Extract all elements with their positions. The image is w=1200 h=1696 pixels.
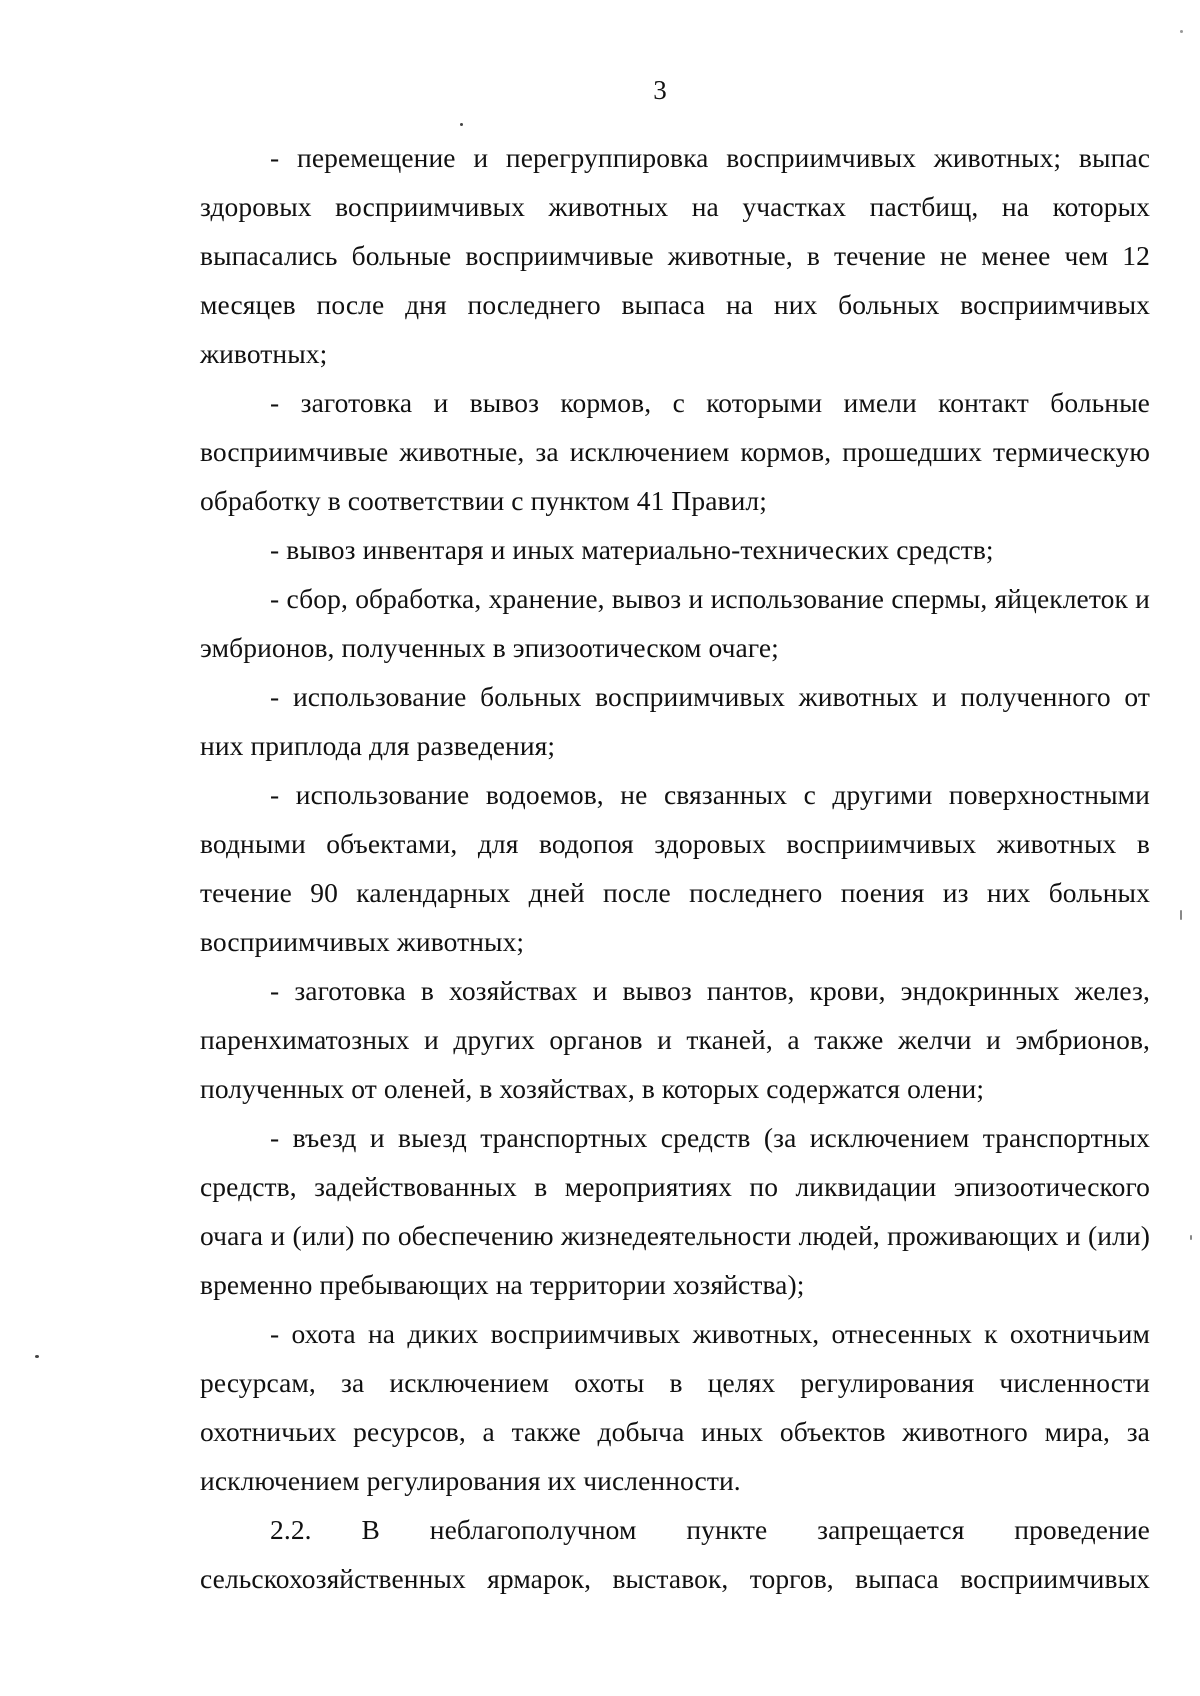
paragraph-restriction-equipment: - вывоз инвентаря и иных материально-технических средств; xyxy=(270,534,994,565)
page-number: 3 xyxy=(653,75,667,105)
paragraph-restriction-water: - использование водоемов, не связанных с другими поверхностными водными объектами, для водопоя здоровых восприимчивых животных в течение 90 календарных дней после последнего поения из них больных восприимчивых животных; xyxy=(200,779,1150,957)
paragraph-restriction-breeding: - использование больных восприимчивых животных и полученного от них приплода для разведения; xyxy=(200,681,1150,761)
paragraph-restriction-semen: - сбор, обработка, хранение, вывоз и использование спермы, яйцеклеток и эмбрионов, полученных в эпизоотическом очаге; xyxy=(200,583,1150,663)
paragraph-restriction-hunting: - охота на диких восприимчивых животных, отнесенных к охотничьим ресурсам, за исключением охоты в целях регулирования численности охотничьих ресурсов, а также добыча иных объектов животного мира, за исключением регулирования их численности. xyxy=(200,1318,1150,1496)
paragraph-restriction-antlers: - заготовка в хозяйствах и вывоз пантов, крови, эндокринных желез, паренхиматозных и других органов и тканей, а также желчи и эмбрионов, полученных от оленей, в хозяйствах, в которых содержатся олени; xyxy=(200,975,1150,1104)
scan-speck xyxy=(1190,1235,1192,1240)
scan-speck xyxy=(460,123,463,126)
scan-speck xyxy=(35,1355,39,1358)
paragraph-section-2-2: 2.2. В неблагополучном пункте запрещается проведение сельскохозяйственных ярмарок, выставок, торгов, выпаса восприимчивых xyxy=(200,1514,1150,1594)
document-body xyxy=(200,133,1150,1603)
paragraph-restriction-movement: - перемещение и перегруппировка восприимчивых животных; выпас здоровых восприимчивых животных на участках пастбищ, на которых выпасались больные восприимчивые животные, в течение не менее чем 12 месяцев после дня последнего выпаса на них больных восприимчивых животных; xyxy=(200,142,1150,369)
paragraph-restriction-vehicles: - въезд и выезд транспортных средств (за исключением транспортных средств, задействованных в мероприятиях по ликвидации эпизоотического очага и (или) по обеспечению жизнедеятельности людей, проживающих и (или) временно пребывающих на территории хозяйства); xyxy=(200,1122,1150,1300)
scan-speck xyxy=(1180,30,1183,33)
paragraph-restriction-feed: - заготовка и вывоз кормов, с которыми имели контакт больные восприимчивые животные, за исключением кормов, прошедших термическую обработку в соответствии с пунктом 41 Правил; xyxy=(200,387,1150,516)
scan-speck xyxy=(1180,910,1182,920)
